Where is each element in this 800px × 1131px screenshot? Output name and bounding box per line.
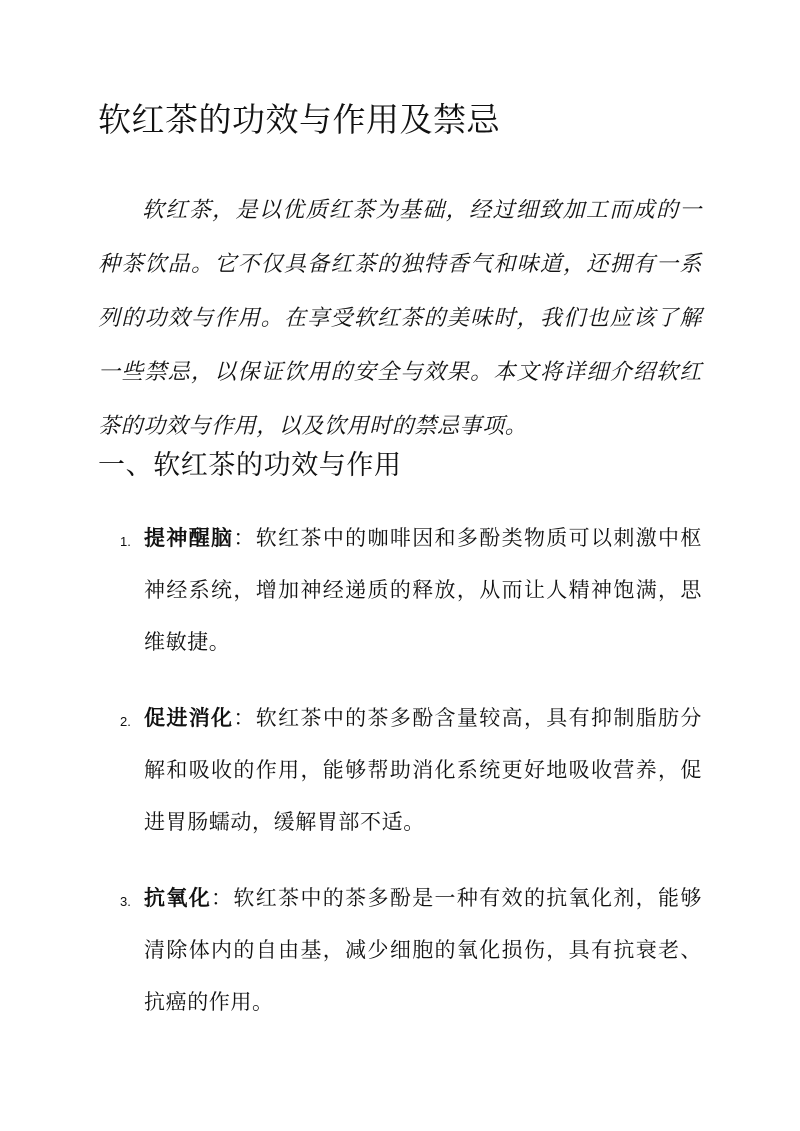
list-item-number: 1. [120, 534, 131, 549]
list-item-term: 促进消化 [144, 705, 234, 730]
list-item-description: 软红茶中的茶多酚是一种有效的抗氧化剂，能够清除体内的自由基，减少细胞的氧化损伤，具有抗衰老、抗癌的作用。 [144, 886, 702, 1014]
list-item-description: 软红茶中的咖啡因和多酚类物质可以刺激中枢神经系统，增加神经递质的释放，从而让人精神饱满，思维敏捷。 [144, 526, 703, 654]
list-item-separator: ： [233, 526, 256, 550]
list-item-number: 3. [120, 894, 131, 909]
list-item-text [144, 872, 702, 1028]
section-heading-benefits: 一、软红茶的功效与作用 [98, 450, 402, 481]
document-title: 软红茶的功效与作用及禁忌 [98, 100, 500, 139]
list-item-separator: ： [211, 886, 234, 910]
list-item-number: 2. [120, 714, 131, 729]
list-item-description: 软红茶中的茶多酚含量较高，具有抑制脂肪分解和吸收的作用，能够帮助消化系统更好地吸收营养，促进胃肠蠕动，缓解胃部不适。 [144, 706, 703, 834]
list-item-separator: ： [233, 706, 256, 730]
list-item-term: 抗氧化 [144, 885, 212, 910]
list-item-text [144, 692, 702, 848]
intro-paragraph: 软红茶，是以优质红茶为基础，经过细致加工而成的一种茶饮品。它不仅具备红茶的独特香气和味道，还拥有一系列的功效与作用。在享受软红茶的美味时，我们也应该了解一些禁忌，以保证饮用的安全与效果。本文将详细介绍软红茶的功效与作用，以及饮用时的禁忌事项。 [98, 198, 702, 439]
list-item-text [144, 512, 702, 668]
list-item [98, 872, 702, 1028]
list-item [98, 692, 702, 848]
list-item [98, 512, 702, 668]
benefits-list [98, 512, 702, 1052]
list-item-term: 提神醒脑 [144, 525, 234, 550]
